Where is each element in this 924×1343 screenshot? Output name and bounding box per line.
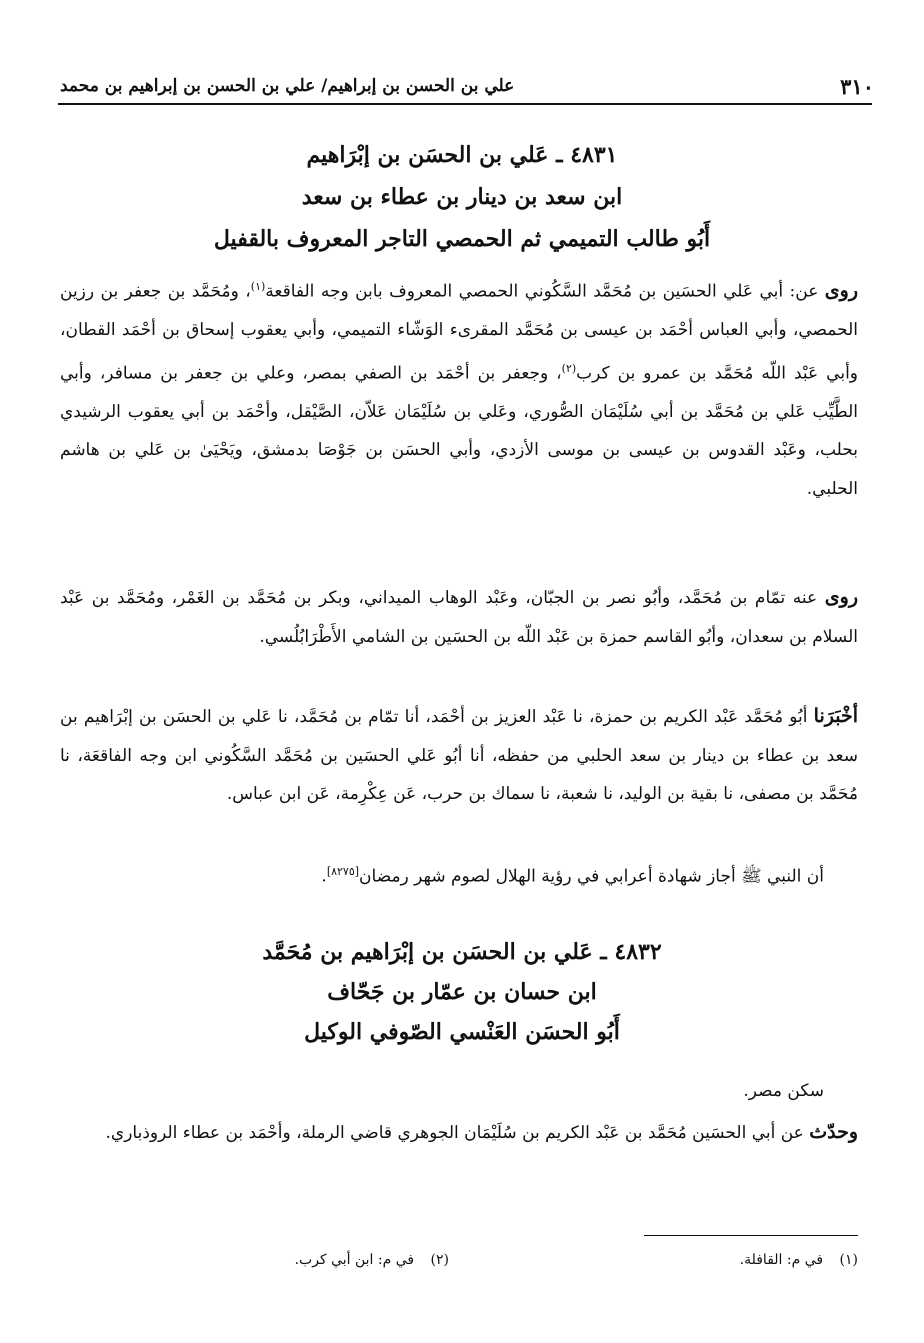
- footnote-marker: (٢): [561, 361, 577, 375]
- paragraph-text: عن: أبي عَلي الحسَين بن مُحَمَّد السَّكُوني الحمصي المعروف بابن وجه الفاقعة: [265, 281, 825, 302]
- paragraph-hadith-text: [60, 853, 858, 896]
- paragraph-end: .: [321, 866, 327, 887]
- footnote-number: (٢): [430, 1252, 449, 1268]
- running-title: علي بن الحسن بن إبراهيم/ علي بن الحسن بن إبراهيم بن محمد: [60, 76, 515, 96]
- paragraph-text: سكن مصر.: [743, 1081, 824, 1101]
- lead-word: أخْبَرَنا: [813, 705, 858, 727]
- entry-title-4831: [60, 134, 864, 260]
- paragraph-text: ، ومُحَمَّد بن جعفر بن رزين الحمصي، وأبي العباس أحْمَد بن عيسى بن مُحَمَّد المقرىء الوَشّاء التميمي، وأبي يعقوب إسحاق بن أحْمَد القطان، وأبي عَبْد اللّه مُحَمَّد بن عمرو بن كرب: [60, 281, 858, 384]
- footnote-text: في م: القافلة.: [739, 1252, 824, 1268]
- paragraph-narrated-from: [60, 268, 858, 508]
- footnote-item: [60, 1252, 469, 1268]
- paragraph-isnad: [60, 697, 858, 814]
- footnote-text: في م: ابن أبي كرب.: [294, 1252, 415, 1268]
- paragraph-narrated-by: [60, 578, 858, 656]
- footnote-number: (١): [839, 1252, 858, 1268]
- lead-word: روى: [824, 279, 859, 302]
- paragraph-residence: [60, 1072, 858, 1111]
- paragraph-text: ، وجعفر بن أحْمَد بن الصفي بمصر، وعلي بن جعفر بن مسافر، وأبي الطَّيِّب عَلي بن مُحَمَّد بن أبي سُلَيْمَان الصُّوري، وعَلي بن سُلَيْمَان عَلاّن، الصَّيْقل، وأحْمَد بن أبي يعقوب الرشيدي بحلب، وعَبْد القدوس بن عيسى بن موسى الأزدي، وأبي الحسَن بن جَوْصَا بدمشق، ويَحْيَىٰ بن عَلي بن هاشم الحلبي.: [60, 363, 858, 499]
- footnotes: [60, 1252, 858, 1268]
- paragraph-text: أن النبي ﷺ أجاز شهادة أعرابي في رؤية الهلال لصوم شهر رمضان: [359, 866, 824, 887]
- lead-word: وحدّث: [809, 1121, 858, 1143]
- hadith-reference: [٨٢٧٥]: [326, 865, 360, 878]
- entry-title-line: ٤٨٣١ ـ عَلي بن الحسَن بن إبْرَاهيم: [306, 142, 618, 168]
- entry-title-line: ٤٨٣٢ ـ عَلي بن الحسَن بن إبْرَاهيم بن مُحَمَّد: [262, 939, 662, 965]
- paragraph-text: عن أبي الحسَين مُحَمَّد بن عَبْد الكريم بن سُلَيْمَان الجوهري قاضي الرملة، وأحْمَد بن عطاء الروذباري.: [105, 1123, 810, 1143]
- footnote-rule: [644, 1235, 858, 1236]
- entry-title-line: ابن سعد بن دينار بن عطاء بن سعد: [301, 184, 623, 210]
- entry-title-4832: [60, 932, 864, 1052]
- running-head: [60, 72, 874, 100]
- lead-word: روى: [824, 586, 858, 608]
- page-number: ٣١٠: [840, 73, 874, 99]
- footnote-item: [469, 1252, 858, 1268]
- paragraph-text: أبُو مُحَمَّد عَبْد الكريم بن حمزة، نا عَبْد العزيز بن أحْمَد، أنا تمّام بن مُحَمَّد، نا عَلي بن الحسَن بن إبْرَاهيم بن سعد بن عطاء بن دينار بن سعد الحلبي من حفظه، أنا أبُو عَلي الحسَين بن مُحَمَّد السَّكُوني ابن وجه الفاقعَة، نا مُحَمَّد بن مصفى، نا بقية بن الوليد، نا شعبة، نا سماك بن حرب، عَن عِكْرِمة، عَن ابن عباس.: [60, 707, 858, 804]
- entry-title-line: أَبُو طالب التميمي ثم الحمصي التاجر المعروف بالقفيل: [213, 226, 711, 252]
- footnote-marker: (١): [250, 280, 266, 293]
- header-rule: [58, 103, 872, 105]
- paragraph-narrated: [60, 1113, 858, 1153]
- entry-title-line: أَبُو الحسَن العَنْسي الصّوفي الوكيل: [304, 1019, 620, 1045]
- entry-title-line: ابن حسان بن عمّار بن جَحّاف: [327, 979, 597, 1005]
- paragraph-text: عنه تمّام بن مُحَمَّد، وأبُو نصر بن الجبّان، وعَبْد الوهاب الميداني، وبكر بن مُحَمَّد بن الغَمْر، ومُحَمَّد بن عَبْد السلام بن سعدان، وأبُو القاسم حمزة بن عَبْد اللّه بن الحسَين بن الشامي الأَطْرَابُلُسي.: [60, 588, 858, 647]
